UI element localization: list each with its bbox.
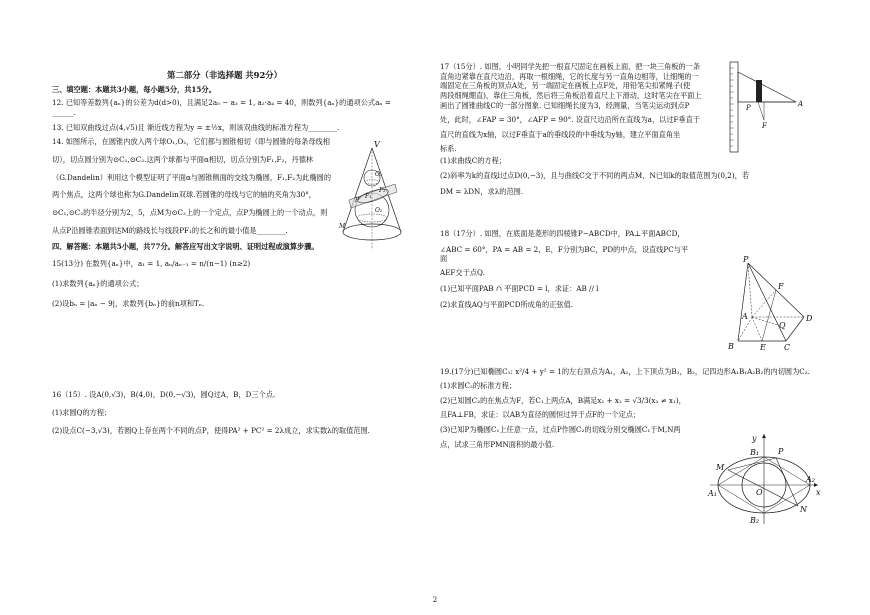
pyramid-label-d: D <box>806 314 813 323</box>
pyramid-label-q: Q <box>779 321 786 330</box>
q19-part-2: (2)已知圆C₂的在焦点为F，若C₁上两点A，B满足x₁ + x₂ = √3/3(x₂ ≠ x₁)， <box>440 395 686 405</box>
pyramid-figure <box>720 255 820 353</box>
q14-line-6: 从点P沿圆锥表面到达M的路线长与线段PF₁的长之和的最小值是________. <box>52 225 288 235</box>
q17-line-5: 画出了圆锥曲线C的一部分图象. 已知细绳长度为3，经测量，当笔尖运动到点P <box>440 100 690 110</box>
q14-line-1: 14. 如图所示，在圆锥内放入两个球O₁,O₂，它们都与圆锥相切（即与圆锥的每条母线相 <box>52 137 330 147</box>
section3-title: 三、填空题：本题共3小题，每小题5分，共15分。 <box>52 85 216 95</box>
q19-line-1: 19.(17分)已知椭圆C₁: x²/4 + y² = 1的左右顶点为A₁，A₂，上下顶点为B₁，B₂，记四边形A₁B₁A₂B₂的内切圆为C₂. <box>440 367 810 377</box>
cone-figure <box>335 140 410 260</box>
page-number: 2 <box>432 596 438 604</box>
q17-part-3: DM = λDN，求λ的范围. <box>440 187 524 197</box>
ruler-figure <box>718 58 816 158</box>
q18-line-3: AEF交于点Q. <box>440 268 485 278</box>
q17-line-1: 17（15分）. 如图，小明同学先把一根直尺固定在画板上面，把一块三角板的一条 <box>440 62 701 71</box>
q18-line-1: 18（17分）. 如图，在底面是菱形的四棱锥P−ABCD中，PA⊥平面ABCD， <box>440 228 685 238</box>
ruler-label-f: F <box>762 122 767 130</box>
cone-label-o2: O₂ <box>375 207 383 214</box>
ellipse-label-y: y <box>752 434 757 443</box>
pyramid-label-e: E <box>760 343 766 352</box>
section4-title: 四、解答题：本题共5小题，共77分。解答应写出文字说明、证明过程或演算步骤。 <box>52 241 319 251</box>
question-13: 13. 已知双曲线过点(4,√5)且 渐近线方程为y = ±½x，则该双曲线的标准方程为________. <box>52 122 340 132</box>
question-15: 15(13分) 在数列{aₙ}中，a₁ = 1, aₙ/aₙ₋₁ = n/(n−1) (n≥2) <box>52 259 251 269</box>
ellipse-label-b2: B₂ <box>750 516 760 525</box>
q16-part-2: (2)设点C(−3,√3)，若圆Q上存在两个不同的点P，使得PA² + PC² = 2λ成立，求实数λ的取值范围. <box>52 425 370 435</box>
q15-part-2: (2)设bₙ = |aₙ − 9|，求数列{bₙ}的前n项和Tₙ. <box>52 298 205 308</box>
cone-label-m: M <box>339 223 346 230</box>
q19-part-2b: 且FA⊥FB，求证：以AB为直径的圆恒过异于点F的一个定点； <box>440 410 641 420</box>
q17-part-2: (2)斜率为k的直线l过点D(0,−3)，且与曲线C交于不同的两点M，N已知k的取值范围为(0,2)，若 <box>440 171 750 181</box>
q14-line-3: （G.Dandelin）利用这个模型证明了平面α与圆锥侧面的交线为椭圆，F₁,F₂为此椭圆的 <box>52 172 332 182</box>
pyramid-label-c: C <box>784 343 791 352</box>
question-16: 16（15）. 设A(0,√3)，B(4,0)，D(0,−√3)，圆Q过A，B，D三个点. <box>52 390 276 400</box>
ellipse-label-o: O <box>756 488 763 497</box>
pyramid-label-f: F <box>778 282 784 291</box>
cone-label-f2: F₂ <box>379 187 386 194</box>
ellipse-label-x: x <box>816 488 821 497</box>
ellipse-label-n: N <box>800 505 807 514</box>
q14-line-4: 两个焦点，这两个球也称为G.Dandelin双球.若圆锥的母线与它的轴的夹角为30°， <box>52 190 316 200</box>
part-title: 第二部分（非选择题 共92分） <box>166 70 283 80</box>
cone-label-f1: F₁ <box>365 193 372 200</box>
ruler-label-p: P <box>746 104 751 112</box>
ellipse-figure <box>706 430 822 528</box>
q17-part-1: (1)求曲线C的方程； <box>440 155 506 165</box>
q18-part-1: (1)已知平面PAB ∩ 平面PCD = l，求证：AB // l <box>440 283 599 293</box>
pyramid-label-p: P <box>743 255 749 264</box>
q17-line-4: 两段细绳绷直)，靠住三角板，然后将三角板沿着直尺上下滑动，这时笔尖在平面上 <box>440 91 702 101</box>
pyramid-label-a: A <box>742 312 748 321</box>
cone-label-v: V <box>374 140 380 149</box>
q17-line-3: 端固定在三角板的顶点A处，另一端固定在画板上点F处，用铅笔尖扣紧绳子(使 <box>440 81 691 91</box>
ellipse-label-m: M <box>716 463 725 472</box>
question-17 <box>440 62 705 111</box>
ellipse-label-p: P <box>778 447 784 456</box>
q18-part-2: (2)求直线AQ与平面PCD所成角的正弦值. <box>440 299 574 309</box>
question-18 <box>440 229 695 309</box>
q15-part-1: (1)求数列{aₙ}的通项公式； <box>52 278 144 288</box>
q19-part-3b: 点，试求三角形PMN面积的最小值. <box>440 439 555 449</box>
question-12: 12. 已知等差数列{aₙ}的公差为d(d>0)，且满足2a₅ − a₃ = 1, a₂·a₄ = 40，则数列{aₙ}的通项公式aₙ = ______. <box>52 98 391 117</box>
q14-line-2: 切），切点圆分别为⊙C₁,⊙C₂.这两个球都与平面α相切，切点分别为F₁,F₂，丹德林 <box>52 154 314 164</box>
pyramid-label-b: B <box>728 342 734 351</box>
q19-part-1: (1)求圆C₂的标准方程； <box>440 380 517 390</box>
ellipse-label-a2: A₂ <box>806 475 815 484</box>
cone-label-p: P <box>355 197 360 204</box>
cone-label-o1: O₁ <box>375 171 383 178</box>
q18-line-2: ∠ABC = 60°，PA = AB = 2，E，F分别为BC，PD的中点，设直线PC与平面 <box>440 244 689 264</box>
q17-line-7: 直尺的直线为x轴，以过F垂直于a的垂线段的中垂线为y轴，建立平面直角坐 <box>440 130 681 140</box>
q16-part-1: (1)求圆Q的方程； <box>52 408 112 418</box>
q17-line-2: 直角边紧靠在直尺边沿，再取一根细绳，它的长度与另一直角边相等，让细绳的一 <box>440 71 699 81</box>
q17-line-8: 标系. <box>440 144 457 154</box>
q17-line-6: 处，此时，∠FAP = 30°，∠AFP = 90°. 设直尺边沿所在直线为a，以过F垂直于 <box>440 114 701 124</box>
ellipse-label-a1: A₁ <box>708 489 717 498</box>
q14-line-5: ⊙C₁,⊙C₂的半径分别为2，5，点M为⊙C₂上的一个定点，点P为椭圆上的一个动点，则 <box>52 208 328 218</box>
q19-part-3: (3)已知P为椭圆C₁上任意一点，过点P作圆C₂的切线分别交椭圆C₁于M,N两 <box>440 425 681 435</box>
ellipse-label-b1: B₁ <box>750 448 760 457</box>
ruler-label-a: A <box>798 100 804 108</box>
question-14 <box>52 137 342 235</box>
